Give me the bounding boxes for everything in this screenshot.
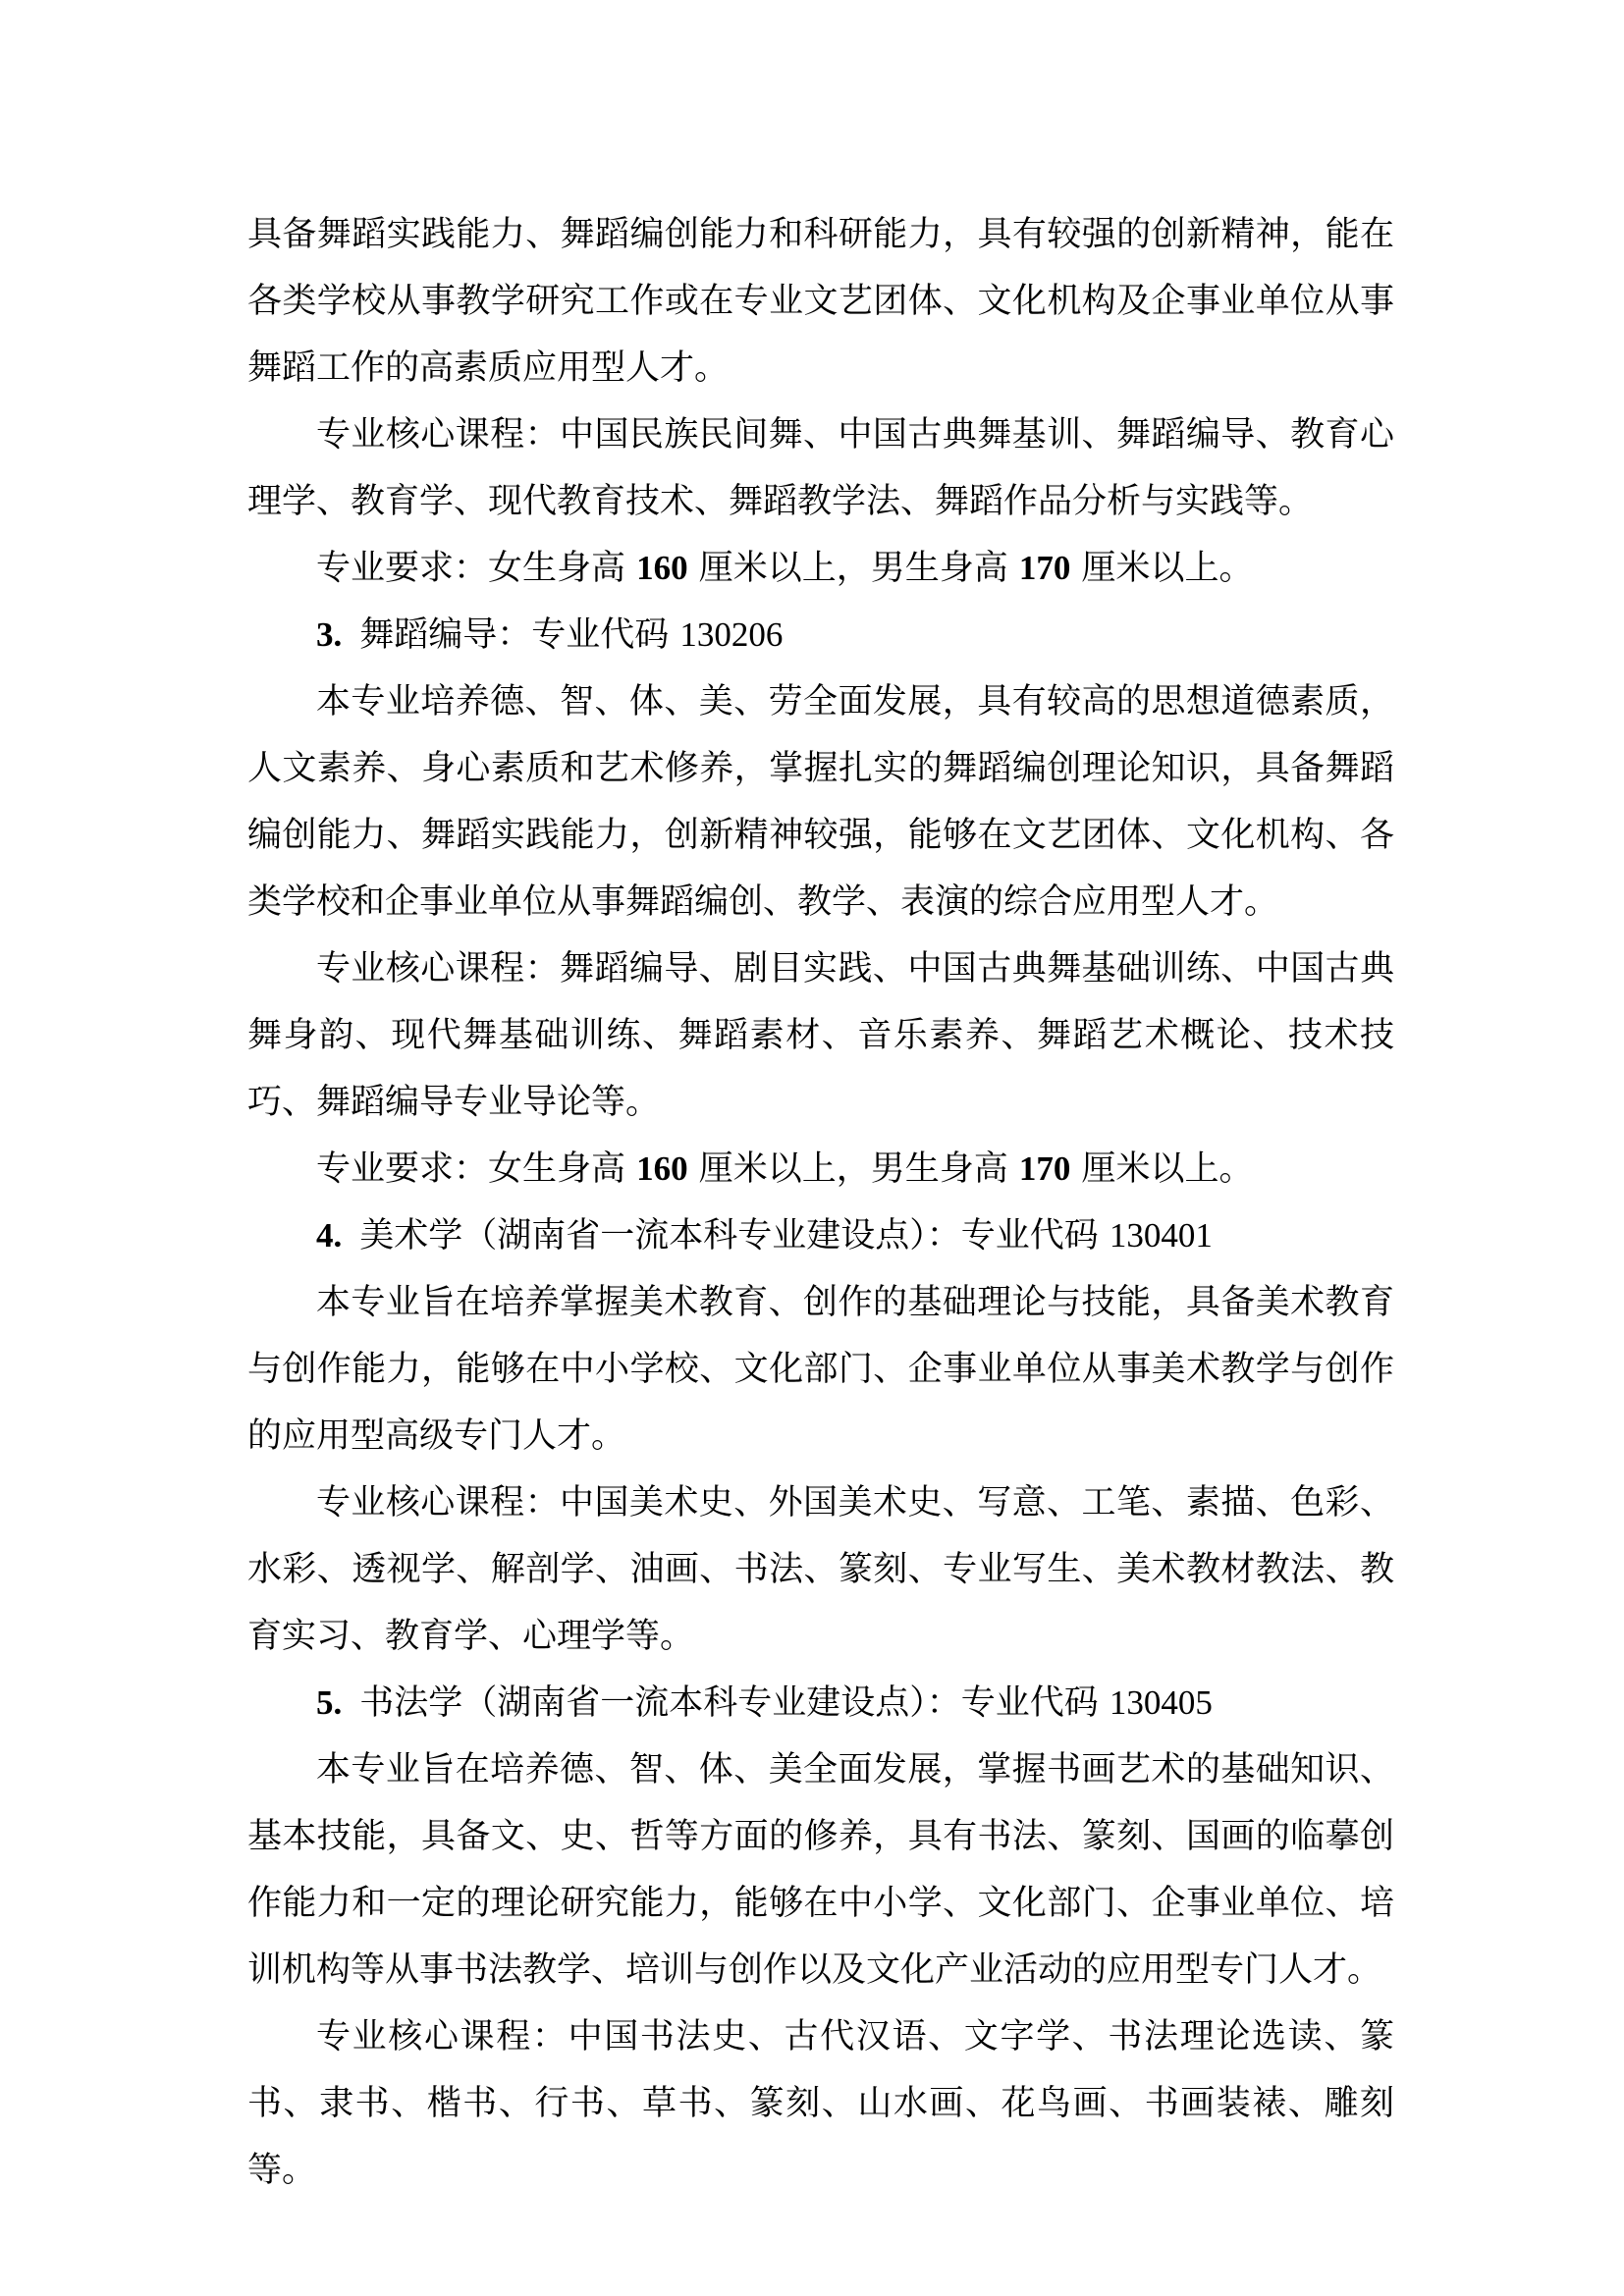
paragraph-dance-education-continued: 具备舞蹈实践能力、舞蹈编创能力和科研能力，具有较强的创新精神，能在各类学校从事教学研究工作或在专业文艺团体、文化机构及企事业单位从事舞蹈工作的高素质应用型人才。 <box>247 215 1394 388</box>
paragraph-fine-arts-description: 本专业旨在培养掌握美术教育、创作的基础理论与技能，具备美术教育与创作能力，能够在中小学校、文化部门、企事业单位从事美术教学与创作的应用型高级专门人才。 <box>247 1283 1394 1456</box>
section-title: 书法学（湖南省一流本科专业建设点）：专业代码 <box>359 1683 1110 1723</box>
section-heading-fine-arts <box>247 1202 1394 1269</box>
section-number: 5. <box>316 1683 343 1722</box>
paragraph-calligraphy-core-courses: 专业核心课程：中国书法史、古代汉语、文字学、书法理论选读、篆书、隶书、楷书、行书、草书、篆刻、山水画、花鸟画、书画装裱、雕刻等。 <box>247 2017 1394 2190</box>
requirement-text-a: 专业要求：女生身高 <box>316 1149 637 1189</box>
paragraph-dance-choreography-description: 本专业培养德、智、体、美、劳全面发展，具有较高的思想道德素质，人文素养、身心素质和艺术修养，掌握扎实的舞蹈编创理论知识，具备舞蹈编创能力、舞蹈实践能力，创新精神较强，能够在文艺团体、文化机构、各类学校和企事业单位从事舞蹈编创、教学、表演的综合应用型人才。 <box>247 682 1394 922</box>
major-code: 130405 <box>1109 1683 1213 1722</box>
requirement-text-a: 专业要求：女生身高 <box>316 549 637 588</box>
paragraph-dance-choreography-core-courses: 专业核心课程：舞蹈编导、剧目实践、中国古典舞基础训练、中国古典舞身韵、现代舞基础训练、舞蹈素材、音乐素养、舞蹈艺术概论、技术技巧、舞蹈编导专业导论等。 <box>247 949 1394 1122</box>
paragraph-calligraphy-description: 本专业旨在培养德、智、体、美全面发展，掌握书画艺术的基础知识、基本技能，具备文、史、哲等方面的修养，具有书法、篆刻、国画的临摹创作能力和一定的理论研究能力，能够在中小学、文化部门、企事业单位、培训机构等从事书法教学、培训与创作以及文化产业活动的应用型专门人才。 <box>247 1750 1394 1990</box>
height-male: 170 <box>1018 1149 1071 1188</box>
height-male: 170 <box>1018 549 1071 587</box>
paragraph-dance-choreography-requirements <box>247 1136 1394 1202</box>
section-title: 美术学（湖南省一流本科专业建设点）：专业代码 <box>359 1216 1110 1255</box>
section-number: 3. <box>316 615 343 654</box>
major-code: 130206 <box>679 615 784 654</box>
requirement-text-c: 厘米以上。 <box>1070 549 1254 588</box>
paragraph-fine-arts-core-courses: 专业核心课程：中国美术史、外国美术史、写意、工笔、素描、色彩、水彩、透视学、解剖学、油画、书法、篆刻、专业写生、美术教材教法、教育实习、教育学、心理学等。 <box>247 1483 1394 1656</box>
document-page <box>247 201 1394 2204</box>
section-heading-calligraphy <box>247 1670 1394 1736</box>
requirement-text-b: 厘米以上，男生身高 <box>687 1149 1019 1189</box>
major-code: 130401 <box>1109 1216 1213 1255</box>
paragraph-dance-education-requirements <box>247 535 1394 602</box>
section-heading-dance-choreography <box>247 602 1394 668</box>
requirement-text-b: 厘米以上，男生身高 <box>687 549 1019 588</box>
height-female: 160 <box>636 549 688 587</box>
section-number: 4. <box>316 1216 343 1255</box>
requirement-text-c: 厘米以上。 <box>1070 1149 1254 1189</box>
paragraph-dance-education-core-courses: 专业核心课程：中国民族民间舞、中国古典舞基训、舞蹈编导、教育心理学、教育学、现代教育技术、舞蹈教学法、舞蹈作品分析与实践等。 <box>247 415 1394 521</box>
height-female: 160 <box>636 1149 688 1188</box>
section-title: 舞蹈编导：专业代码 <box>359 615 680 655</box>
